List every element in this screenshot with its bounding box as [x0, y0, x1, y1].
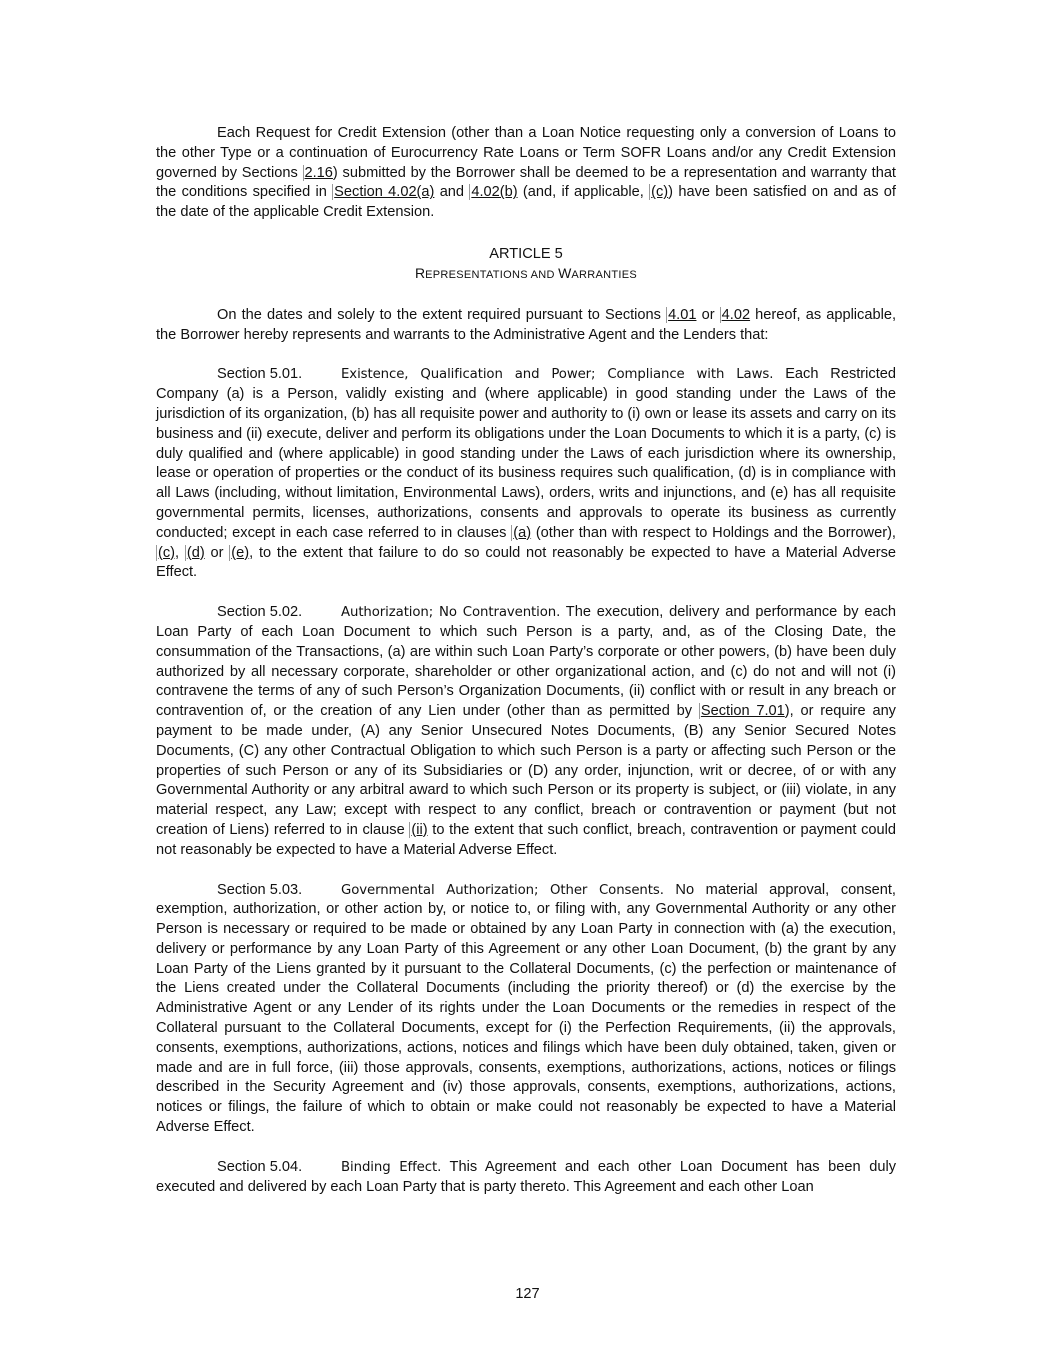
cross-reference-link[interactable]: 4.01	[668, 306, 697, 323]
cross-reference-link[interactable]: Section 7.01	[700, 703, 785, 720]
text: (other than with respect to Holdings and the Borrower),	[531, 524, 896, 541]
text: ,	[175, 544, 185, 561]
text: hereof, as applicable, the Borrower hereby represents and warrants to the Administrative Agent and the Lenders that:	[156, 306, 896, 343]
article-heading: ARTICLE 5	[489, 245, 563, 262]
text: or	[204, 544, 230, 561]
text: ) submitted by the Borrower shall be deemed to be a representation and warranty that the conditions specified in	[156, 164, 896, 201]
text: W	[558, 264, 572, 281]
cross-reference-link[interactable]: 2.16	[304, 164, 333, 181]
cross-reference-link[interactable]: (c)	[158, 544, 176, 561]
cross-reference-link[interactable]: (a)	[513, 524, 532, 541]
text: (and, if applicable,	[517, 184, 650, 201]
section-5-03	[156, 881, 896, 1138]
document-body	[156, 0, 896, 1197]
text: Each Request for Credit Extension (other than a Loan Notice requesting only a conversion of Loans to the other Type or a continuation of Eurocurrency Rate Loans or Term SOFR Loans and/or any Credit Extension governed by Sections	[156, 125, 896, 181]
credit-extension-paragraph	[156, 124, 896, 223]
section-number: Section 5.03.	[217, 881, 303, 898]
section-number: Section 5.02.	[217, 604, 303, 621]
section-title: Governmental Authorization; Other Consents.	[341, 882, 664, 898]
article-intro-paragraph	[156, 306, 896, 346]
cross-reference-link[interactable]: (e)	[231, 544, 250, 561]
text: The execution, delivery and performance by each Loan Party of each Loan Document to which such Person is a party, and, as of the Closing Date, the consummation of the Transactions, (a) are within such Loan Party’s corporate or other powers, (b) have been duly authorized by all necessary corporate, shareholder or other organizational action, and (c) do not and will not (i) contravene the terms of any of such Person’s Organization Documents, (ii) conflict with or result in any breach or contravention of, or the creation of any Lien under (other than as permitted by	[156, 604, 896, 720]
text: This Agreement and each other Loan Document has been duly executed and delivered by each Loan Party that is party thereto. This Agreement and each other Loan	[156, 1158, 897, 1195]
cross-reference-link[interactable]: 4.02	[721, 306, 751, 323]
cross-reference-link[interactable]: (c)	[651, 184, 669, 201]
text: or	[696, 306, 720, 323]
cross-reference-link[interactable]: (d)	[186, 544, 205, 561]
section-5-01	[156, 365, 896, 583]
text: Each Restricted Company (a) is a Person, validly existing and (where applicable) in good standing under the Laws of the jurisdiction of its organization, (b) has all requisite power and authority to (i) own or lease its assets and carry on its business and (ii) execute, deliver and perform its obligations under the Loan Documents to which it is a party, (c) is duly qualified and (where applicable) in good standing under the Laws of each jurisdiction where its ownership, lease or operation of properties or the conduct of its business requires such qualification, (d) is in compliance with all Laws (including, without limitation, Environmental Laws), orders, writs and injunctions, and (e) has all requisite governmental permits, licenses, authorizations, consents and approvals to operate its business as currently conducted; except in each case referred to in clauses	[156, 366, 896, 541]
section-5-04	[156, 1158, 896, 1198]
text: No material approval, consent, exemption, authorization, or other action by, or notice to, or filing with, any Governmental Authority or any other Person is necessary or required to be made or obtained by any Loan Party in connection with (a) the execution, delivery or performance by any Loan Party of this Agreement or any other Loan Document, (b) the grant by any Loan Party of the Liens granted by it pursuant to the Collateral Documents, (c) the perfection or maintenance of the Liens created under the Collateral Documents (including the priority thereof) or (d) the exercise by the Administrative Agent or any Lender of its rights under the Loan Documents or the remedies in respect of the Collateral pursuant to the Collateral Documents, except for (i) the Perfection Requirements, (ii) the approvals, consents, exemptions, authorizations, actions, notices and filings which have been duly obtained, taken, given or made and are in full force, (iii) those approvals, consents, exemptions, authorizations, actions, notices or filings described in the Security Agreement and (iv) those approvals, consents, exemptions, authorizations, actions, notices or filings, the failure of which to obtain or make could not reasonably be expected to have a Material Adverse Effect.	[156, 881, 896, 1136]
cross-reference-link[interactable]: 4.02(b)	[471, 184, 518, 201]
text: On the dates and solely to the extent required pursuant to Sections	[217, 306, 667, 323]
cross-reference-link[interactable]: (ii)	[411, 821, 428, 838]
text: and	[434, 184, 470, 201]
section-number: Section 5.01.	[217, 366, 303, 383]
text: R	[414, 264, 426, 281]
page-number: 127	[515, 1286, 540, 1302]
section-5-02	[156, 603, 896, 860]
text: , to the extent that failure to do so could not reasonably be expected to have a Material Adverse Effect.	[156, 544, 896, 581]
text: to the extent that such conflict, breach, contravention or payment could not reasonably be expected to have a Material Adverse Effect.	[156, 821, 896, 858]
text: EPRESENTATIONS AND	[425, 268, 559, 281]
section-title: Binding Effect.	[341, 1159, 442, 1175]
text: ARRANTIES	[571, 268, 638, 281]
article-title	[156, 264, 896, 286]
cross-reference-link[interactable]: Section 4.02(a)	[334, 184, 435, 201]
text: ), or require any payment to be made under, (A) any Senior Unsecured Notes Documents, (B) any Senior Secured Notes Documents, (C) any other Contractual Obligation to which such Person is a party or affecting such Person or the properties of such Person or any of its Subsidiaries or (D) any order, injunction, writ or decree, of or with any Governmental Authority or any arbitral award to which such Person or its property is subject, or (iii) violate, in any material respect, any Law; except with respect to any conflict, breach or contravention or payment (but not creation of Liens) referred to in clause	[156, 703, 896, 838]
section-title: Existence, Qualification and Power; Compliance with Laws.	[341, 367, 774, 383]
text: ) have been satisfied on and as of the date of the applicable Credit Extension.	[156, 184, 896, 221]
section-title: Authorization; No Contravention.	[341, 605, 561, 621]
section-number: Section 5.04.	[217, 1158, 303, 1175]
